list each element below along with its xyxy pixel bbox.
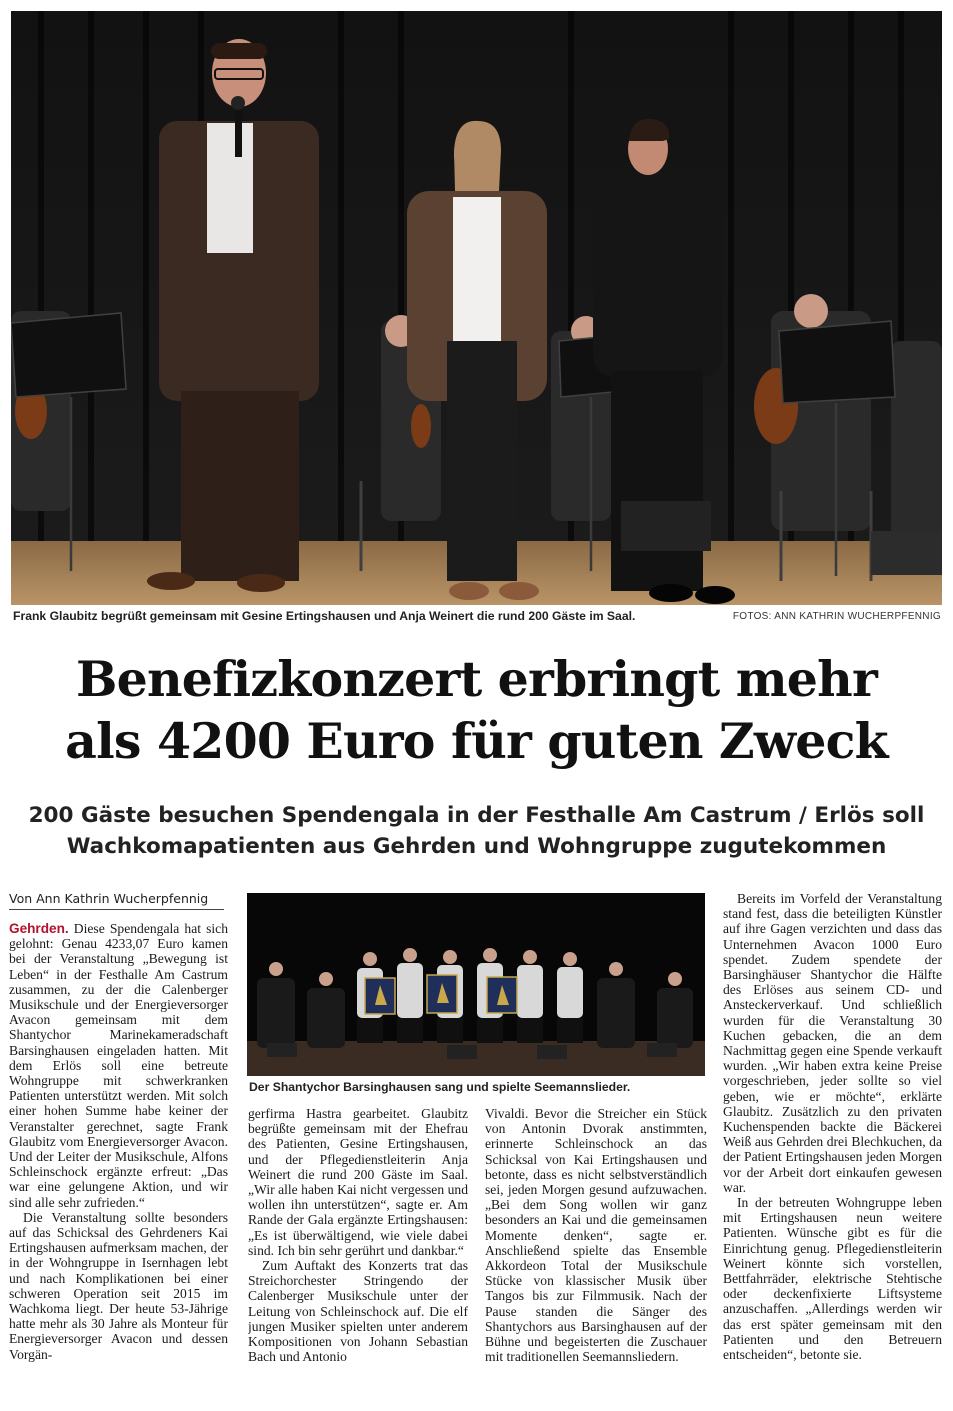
subheadline	[0, 800, 953, 862]
dateline: Gehrden.	[9, 921, 69, 936]
article-paragraph	[9, 921, 228, 1210]
main-photo	[11, 11, 942, 605]
headline	[0, 648, 953, 772]
headline-line-2: als 4200 Euro für guten Zweck	[65, 712, 888, 770]
main-photo-caption: Frank Glaubitz begrüßt gemeinsam mit Gesine Ertingshausen und Anja Weinert die rund 200 Gäste im Saal.	[13, 609, 636, 623]
headline-line-1: Benefizkonzert erbringt mehr	[75, 650, 877, 708]
shantychor-photo	[247, 893, 705, 1076]
article-column-4	[723, 891, 942, 1402]
shantychor-photo-caption: Der Shantychor Barsinghausen sang und spielte Seemannslieder.	[249, 1080, 631, 1094]
subheadline-line-2: Wachkomapatienten aus Gehrden und Wohngruppe zugutekommen	[66, 834, 887, 859]
article-column-2	[248, 1106, 468, 1402]
shantychor-photo-illustration	[247, 893, 705, 1076]
main-photo-illustration	[11, 11, 942, 605]
article-paragraph: Zum Auftakt des Konzerts trat das Streichorchester Stringendo der Calenberger Musikschule unter der Leitung von Schleinschock auf. Die elf jungen Musiker spielten unter anderem Kompositionen von Johann Sebastian Bach und Antonio	[248, 1258, 468, 1365]
article-column-1	[9, 921, 228, 1402]
article-paragraph: gerfirma Hastra gearbeitet. Glaubitz begrüßte gemeinsam mit der Ehefrau des Patienten, Gesine Ertingshausen, und der Pflegedienstleiterin Anja Weinert die rund 200 Gäste im Saal. „Wir alle haben Kai nicht vergessen und wollen ihn unterstützen“, sagte er. Am Rande der Gala ergänzte Ertingshausen: „Es ist überwältigend, wie viele dabei sind. Ich bin sehr gerührt und dankbar.“	[248, 1106, 468, 1258]
photo-credit: FOTOS: ANN KATHRIN WUCHERPFENNIG	[732, 611, 941, 622]
article-paragraph: Die Veranstaltung sollte besonders auf das Schicksal des Gehrdeners Kai Ertingshausen aufmerksam machen, der in der Wohngruppe in Isernhagen lebt und nach Komplikationen bei einer schweren Operation seit 2015 im Wachkoma liegt. Der heute 53-Jährige hatte mehr als 30 Jahre als Monteur für Energieversorger Avacon und dessen Vorgän-	[9, 1209, 228, 1362]
article-paragraph: In der betreuten Wohngruppe leben mit Ertingshausen neun weitere Patienten. Wünsche gibt es für die Einrichtung genug. Pflegedienstleiterin Weinert könnte sich vorstellen, Bettfahrräder, elektrische Stehtische oder deckenfixierte Liftsysteme anzuschaffen. „Allerdings werden wir das erst später gemeinsam mit den Patienten und den Betreuern entscheiden“, betonte sie.	[723, 1195, 942, 1363]
byline: Von Ann Kathrin Wucherpfennig	[9, 891, 224, 910]
subheadline-line-1: 200 Gäste besuchen Spendengala in der Festhalle Am Castrum / Erlös soll	[28, 803, 925, 828]
article-paragraph: Bereits im Vorfeld der Veranstaltung stand fest, dass die beteiligten Künstler auf ihre Gagen verzichten und dass das Unternehmen Avacon 1000 Euro spendet. Zudem spendete der Barsinghäuser Shantychor die Hälfte des Erlöses aus seinem CD- und Ansteckerverkauf. Und schließlich wurden für die Veranstaltung 30 Kuchen gebacken, die an dem Nachmittag gegen eine Spende verkauft wurden. „Wir haben extra keine Preise vorgeschrieben, jeder sollte so viel geben, wie er möchte“, erklärte Glaubitz. Zusätzlich zu den privaten Kuchenspenden backte die Bäckerei Weiß aus Gehrden drei Blechkuchen, da der Patient Ertingshausen jeden Morgen vor der Arbeit dort einkaufen gewesen war.	[723, 891, 942, 1195]
paragraph-text: Diese Spendengala hat sich gelohnt: Genau 4233,07 Euro kamen bei der Veranstaltung „Bewegung ist Leben“ in der Festhalle Am Castrum zusammen, zu der die Calenberger Musikschule und der Energieversorger Avacon gemeinsam mit dem Shantychor Marinekameradschaft Barsinghausen eingeladen hatten. Mit dem Erlös soll eine betreute Wohngruppe mit schwerkranken Patienten unterstützt werden. Mit solch einer hohen Summe habe keiner der Veranstalter gerechnet, sagte Frank Glaubitz vom Energieversorger Avacon. Und der Leiter der Musikschule, Alfons Schleinschock ergänzte erfreut: „Das war eine gelungene Aktion, und wir sind alle sehr zufrieden.“	[9, 921, 228, 1210]
article-column-3	[485, 1106, 707, 1402]
article-paragraph: Vivaldi. Bevor die Streicher ein Stück von Antonin Dvorak anstimmten, erinnerte Schleinschock an das Schicksal von Kai Ertingshausen und betonte, dass es nicht selbstverständlich sei, jeden Morgen gesund aufzuwachen. „Bei dem Song wollen wir ganz besonders an Kai und die gemeinsamen Momente denken“, sagte er. Anschließend spielte das Ensemble Akkordeon Total der Musikschule Stücke von klassischer Musik über Tangos bis zur Filmmusik. Nach der Pause standen die Sänger des Shantychors aus Barsinghausen auf der Bühne und begeisterten die Zuschauer mit traditionellen Seemannsliedern.	[485, 1106, 707, 1365]
